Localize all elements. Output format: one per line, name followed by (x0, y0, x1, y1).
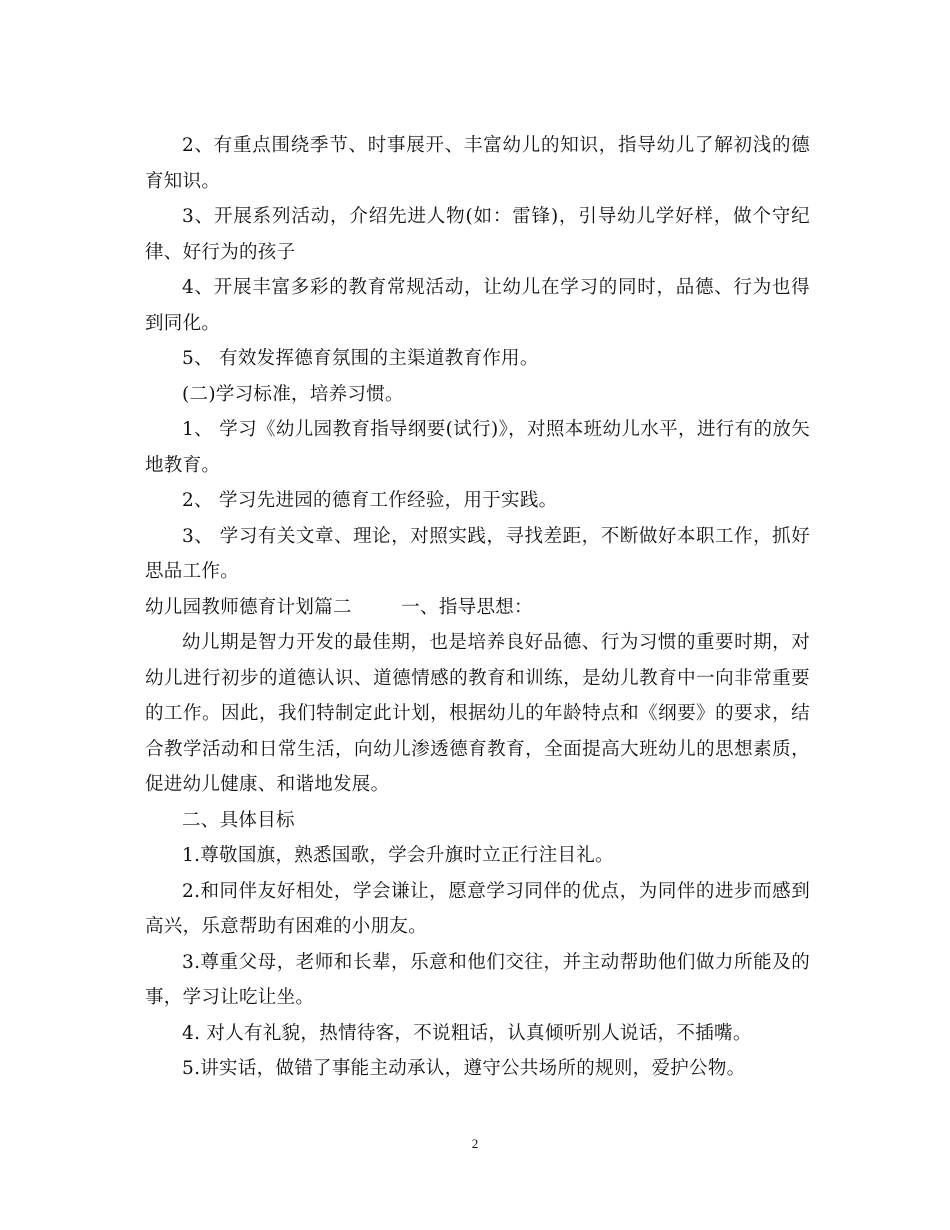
paragraph-item-2: 2、有重点围绕季节、时事展开、丰富幼儿的知识，指导幼儿了解初浅的德育知识。 (145, 135, 810, 192)
goal-item-2: 2.和同伴友好相处，学会谦让，愿意学习同伴的优点，为同伴的进步而感到高兴，乐意帮助有困难的小朋友。 (145, 880, 810, 937)
study-item-1: 1、 学习《幼儿园教育指导纲要(试行)》，对照本班幼儿水平，进行有的放矢地教育。 (145, 419, 810, 476)
page-number: 2 (471, 1136, 479, 1151)
document-body (145, 128, 810, 1087)
study-item-3: 3、 学习有关文章、理论，对照实践，寻找差距，不断做好本职工作，抓好思品工作。 (145, 525, 810, 582)
goals-heading: 二、具体目标 (182, 809, 295, 831)
goal-item-3: 3.尊重父母，老师和长辈，乐意和他们交往，并主动帮助他们做力所能及的事，学习让吃让坐。 (145, 951, 810, 1008)
subsection-heading: (二)学习标准，培养习惯。 (182, 383, 404, 405)
goal-item-1: 1.尊敬国旗，熟悉国歌，学会升旗时立正行注目礼。 (182, 845, 614, 866)
goal-item-4: 4. 对人有礼貌，热情待客，不说粗话，认真倾听别人说话，不插嘴。 (182, 1022, 752, 1044)
paragraph-item-4: 4、开展丰富多彩的教育常规活动，让幼儿在学习的同时，品德、行为也得到同化。 (145, 277, 810, 334)
section-heading: 幼儿园教师德育计划篇二 一、指导思想： (145, 596, 533, 618)
guiding-thought-paragraph: 幼儿期是智力开发的最佳期，也是培养良好品德、行为习惯的重要时期，对幼儿进行初步的道德认识、道德情感的教育和训练，是幼儿教育中一向非常重要的工作。因此，我们特制定此计划，根据幼儿的年龄特点和《纲要》的要求，结合教学活动和日常生活，向幼儿渗透德育教育，全面提高大班幼儿的思想素质，促进幼儿健康、和谐地发展。 (145, 632, 810, 795)
paragraph-item-3: 3、开展系列活动，介绍先进人物(如：雷锋)，引导幼儿学好样，做个守纪律、好行为的孩子 (145, 206, 810, 263)
goal-item-5: 5.讲实话，做错了事能主动承认，遵守公共场所的规则，爱护公物。 (182, 1058, 746, 1079)
study-item-2: 2、 学习先进园的德育工作经验，用于实践。 (182, 490, 558, 511)
paragraph-item-5: 5、 有效发挥德育氛围的主渠道教育作用。 (182, 348, 539, 369)
